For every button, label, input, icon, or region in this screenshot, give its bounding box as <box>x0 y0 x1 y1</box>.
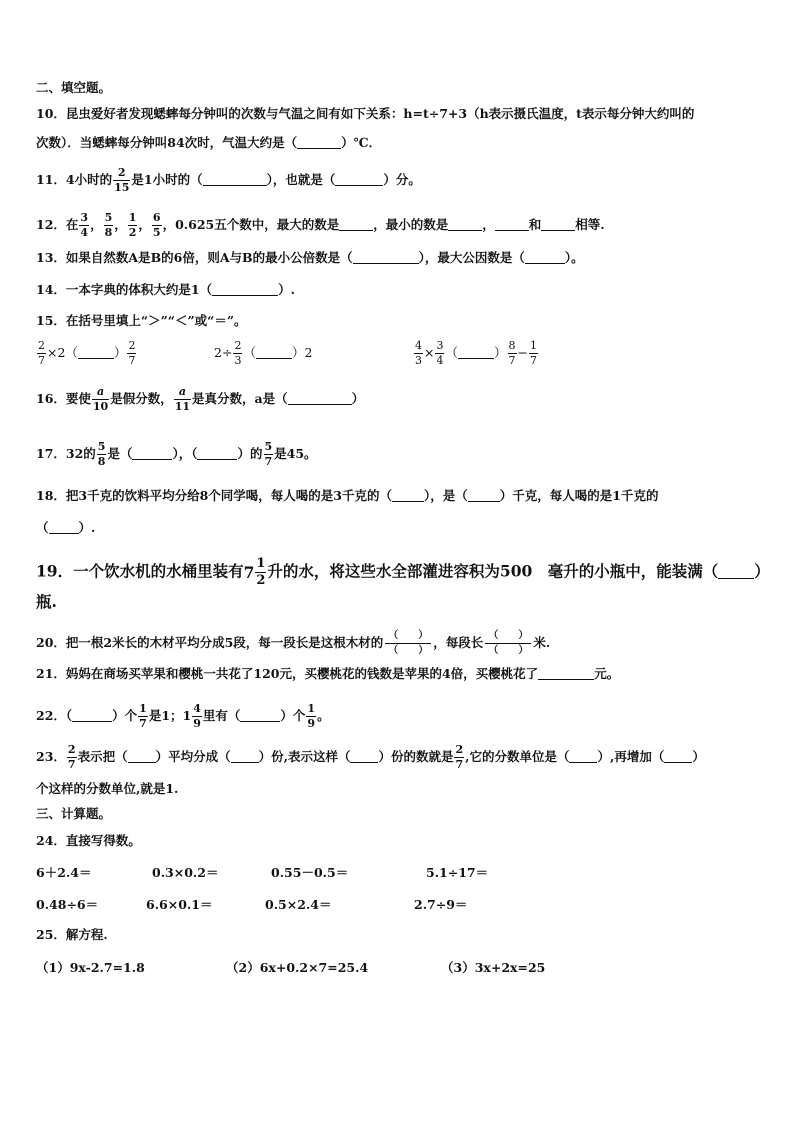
denominator: 7 <box>128 354 136 367</box>
equation-item: （2）6x+0.2×7=25.4 <box>226 960 369 975</box>
question-18-line1 <box>36 488 658 504</box>
question-10-text: 次数）．当蟋蟀每分钟叫84次时，气温大约是（ <box>36 135 298 150</box>
question-21-text: 元。 <box>594 666 620 681</box>
denominator: 3 <box>415 354 422 367</box>
question-19-text: ） <box>754 561 770 581</box>
answer-blank[interactable] <box>132 447 172 460</box>
fraction <box>174 386 191 413</box>
separator: ， <box>114 217 127 232</box>
expr-text: ×2（ <box>47 345 78 360</box>
answer-blank[interactable] <box>212 283 278 296</box>
question-14-text: ）. <box>278 282 295 297</box>
question-23-text: ） <box>692 749 705 764</box>
numerator: 1 <box>530 339 537 352</box>
answer-blank[interactable] <box>256 346 292 359</box>
answer-blank[interactable] <box>288 392 352 405</box>
denominator: 4 <box>80 226 89 239</box>
numerator: 2 <box>117 166 126 179</box>
denominator: 7 <box>139 717 147 730</box>
question-21-text: 21．妈妈在商场买苹果和樱桃一共花了120元，买樱桃花的钱数是苹果的4倍，买樱桃花了 <box>36 666 539 681</box>
answer-blank[interactable] <box>231 750 259 763</box>
numerator: 1 <box>128 211 137 224</box>
whole-part: 7 <box>243 562 255 582</box>
calc-item: 0.55－0.5＝ <box>271 865 349 880</box>
numerator: 6 <box>152 211 161 224</box>
mixed-number <box>244 557 268 588</box>
question-23-text: ）份的数就是 <box>378 749 454 764</box>
denominator: 7 <box>508 354 516 367</box>
expr-text: × <box>424 345 435 360</box>
answer-blank[interactable] <box>541 218 575 231</box>
answer-blank[interactable] <box>72 709 112 722</box>
answer-blank[interactable] <box>78 346 114 359</box>
numerator: a <box>178 385 186 398</box>
expr-text: （ <box>445 345 458 360</box>
numerator: 2 <box>455 743 464 756</box>
numerator: 8 <box>508 339 516 352</box>
answer-blank[interactable] <box>353 251 419 264</box>
denominator: 7 <box>530 354 537 367</box>
question-18-line2 <box>36 520 95 536</box>
equation-item: （3）3x+2x=25 <box>441 960 546 975</box>
answer-blank[interactable] <box>240 709 280 722</box>
answer-blank[interactable] <box>203 173 267 186</box>
fraction <box>529 340 538 367</box>
paren-open: （ <box>488 645 499 656</box>
answer-blank[interactable] <box>335 173 383 186</box>
answer-blank[interactable] <box>392 489 424 502</box>
question-23-text: ）,再增加（ <box>597 749 665 764</box>
numerator: 1 <box>139 702 147 715</box>
blank-denominator[interactable] <box>485 643 531 658</box>
expr-text: ） <box>494 345 507 360</box>
question-19-text: 升的水，将这些水全部灌进容积为500 毫升的小瓶中，能装满（ <box>267 561 719 581</box>
question-14-text: 14．一本字典的体积大约是1（ <box>36 282 213 297</box>
separator: ， <box>138 217 151 232</box>
question-15-title: 15．在括号里填上“＞”“＜”或“＝”。 <box>36 313 247 328</box>
fraction <box>414 340 423 367</box>
calc-item: 5.1÷17＝ <box>426 865 489 880</box>
fraction <box>306 703 316 730</box>
question-23-text: ,它的分数单位是（ <box>465 749 570 764</box>
fraction <box>67 744 77 771</box>
question-20-text: 米. <box>533 635 551 650</box>
denominator: 5 <box>152 226 161 239</box>
calc-item: 6.6×0.1＝ <box>146 897 213 912</box>
fraction <box>435 340 444 367</box>
question-11-text: 是1小时的（ <box>131 172 203 187</box>
numerator: 2 <box>234 339 242 352</box>
question-20-text: 20．把一根2米长的木材平均分成5段，每一段长是这根木材的 <box>36 635 384 650</box>
denominator: 7 <box>67 758 76 771</box>
expr-text: （ <box>243 345 256 360</box>
question-11-text: 11．4小时的 <box>36 172 113 187</box>
question-23-text: ）份,表示这样（ <box>258 749 351 764</box>
blank-denominator[interactable] <box>385 643 431 658</box>
section-2-heading: 二、填空题。 <box>36 80 112 95</box>
question-17-text: ），（ <box>172 446 198 461</box>
question-11-text: ）分。 <box>383 172 421 187</box>
answer-blank[interactable] <box>495 218 529 231</box>
compare-expr-2 <box>214 340 312 367</box>
denominator: 9 <box>193 717 201 730</box>
blank-numerator[interactable] <box>485 629 531 643</box>
question-24-title: 24．直接写得数。 <box>36 833 141 848</box>
question-23-text: 表示把（ <box>77 749 128 764</box>
question-21 <box>36 666 619 682</box>
fraction <box>192 703 202 730</box>
paren-close: ） <box>418 645 429 656</box>
question-12-text: 12．在 <box>36 217 79 232</box>
numerator: 4 <box>193 702 201 715</box>
question-16-text: 是假分数， <box>110 391 173 406</box>
fraction <box>454 744 464 771</box>
fraction <box>152 212 162 239</box>
question-20-text: ，每段长 <box>433 635 484 650</box>
question-22-text: ）个 <box>280 708 306 723</box>
question-11 <box>36 167 421 194</box>
question-18-text: ）. <box>78 520 96 535</box>
question-13-text: ），最大公因数是（ <box>418 250 525 265</box>
question-22-text: ）个 <box>112 708 138 723</box>
question-10-line2 <box>36 135 381 151</box>
question-22-text: 里有（ <box>202 708 241 723</box>
answer-blank[interactable] <box>718 566 754 579</box>
denominator: 10 <box>92 400 109 413</box>
question-12-text: 相等. <box>575 217 605 232</box>
question-17-text: 17．32的 <box>36 446 96 461</box>
answer-blank[interactable] <box>49 521 79 534</box>
calc-item: 2.7÷9＝ <box>414 897 468 912</box>
question-16 <box>36 386 364 413</box>
answer-blank[interactable] <box>664 750 692 763</box>
question-11-text: ），也就是（ <box>266 172 336 187</box>
separator: ， <box>90 217 103 232</box>
question-17 <box>36 441 317 468</box>
fraction <box>97 441 107 468</box>
question-12-text: ，0.625五个数中，最大的数是 <box>162 217 340 232</box>
question-12 <box>36 212 605 239</box>
numerator: 3 <box>436 339 444 352</box>
equation-item: （1）9x-2.7=1.8 <box>36 960 145 975</box>
minus-sign: − <box>517 345 528 360</box>
calc-item: 0.48÷6＝ <box>36 897 99 912</box>
denominator: 7 <box>264 455 273 468</box>
numerator: 4 <box>415 339 422 352</box>
fraction <box>79 212 89 239</box>
numerator: 2 <box>38 339 45 352</box>
numerator: 5 <box>104 211 113 224</box>
fraction <box>264 441 274 468</box>
question-16-text: 是真分数，a是（ <box>192 391 288 406</box>
denominator: 7 <box>455 758 464 771</box>
expr-text: ）2 <box>291 345 313 360</box>
question-23-line2: 个这样的分数单位,就是1. <box>36 781 179 796</box>
numerator: 5 <box>264 440 273 453</box>
blank-numerator[interactable] <box>385 629 431 643</box>
question-19-line2: 瓶. <box>36 592 57 611</box>
denominator: 11 <box>174 400 191 413</box>
answer-blank[interactable] <box>468 489 500 502</box>
paren-open: （ <box>388 645 399 656</box>
question-12-text: 和 <box>528 217 542 232</box>
blank-fraction[interactable] <box>385 629 431 658</box>
numerator: a <box>96 385 105 398</box>
fraction <box>128 212 138 239</box>
question-23-line1 <box>36 744 705 771</box>
question-18-text: 18．把3千克的饮料平均分给8个同学喝，每人喝的是3千克的（ <box>36 488 392 503</box>
answer-blank[interactable] <box>128 750 156 763</box>
denominator: 9 <box>307 717 316 730</box>
question-20 <box>36 629 550 658</box>
question-18-text: ），是（ <box>424 488 468 503</box>
question-13-text: 13．如果自然数A是B的6倍，则A与B的最小公倍数是（ <box>36 250 353 265</box>
denominator: 3 <box>234 354 242 367</box>
answer-blank[interactable] <box>339 218 373 231</box>
question-10-unit: ）℃． <box>341 135 382 150</box>
question-17-text: ）的 <box>237 446 263 461</box>
question-12-text: ，最小的数是 <box>373 217 449 232</box>
answer-blank[interactable] <box>538 667 594 680</box>
fraction <box>113 167 130 194</box>
fraction <box>508 340 517 367</box>
fraction <box>104 212 114 239</box>
question-12-text: ， <box>482 217 495 232</box>
question-18-text: （ <box>36 520 49 535</box>
numerator: 1 <box>256 556 266 571</box>
fraction <box>127 340 136 367</box>
question-17-text: 是（ <box>107 446 133 461</box>
answer-blank[interactable] <box>297 136 341 149</box>
answer-blank[interactable] <box>448 218 482 231</box>
question-22-text: 22．（ <box>36 708 73 723</box>
denominator: 15 <box>114 181 130 194</box>
question-14 <box>36 282 295 298</box>
fraction <box>233 340 242 367</box>
expr-text: ） <box>113 345 127 360</box>
expr-text: 2÷ <box>214 345 233 360</box>
numerator: 2 <box>128 339 136 352</box>
denominator: 8 <box>97 455 106 468</box>
question-16-text: ） <box>351 391 365 406</box>
denominator: 8 <box>104 226 113 239</box>
numerator: 3 <box>80 211 89 224</box>
answer-blank[interactable] <box>525 251 565 264</box>
calc-item: 6＋2.4＝ <box>36 865 92 880</box>
paren-open: （ <box>488 630 499 641</box>
question-22-text: 。 <box>317 708 330 723</box>
fraction <box>92 386 109 413</box>
paren-close: ） <box>518 645 529 656</box>
question-13 <box>36 250 584 266</box>
paren-close: ） <box>418 630 429 641</box>
question-19-line1 <box>36 557 770 588</box>
fraction <box>37 340 46 367</box>
denominator: 2 <box>256 573 266 588</box>
question-17-text: 是45。 <box>274 446 317 461</box>
question-16-text: 16．要使 <box>36 391 91 406</box>
paren-close: ） <box>518 630 529 641</box>
numerator: 2 <box>67 743 76 756</box>
question-10-line1: 10．昆虫爱好者发现蟋蟀每分钟叫的次数与气温之间有如下关系：h=t÷7+3（h表示摄氏温度，t表示每分钟大约叫的 <box>36 106 695 121</box>
question-18-text: ）千克，每人喝的是1千克的 <box>499 488 659 503</box>
denominator: 7 <box>38 354 45 367</box>
question-13-text: ）。 <box>564 250 584 265</box>
question-23-text: 23． <box>36 749 66 764</box>
numerator: 5 <box>97 440 106 453</box>
section-3-heading: 三、计算题。 <box>36 806 112 821</box>
question-19-text: 19．一个饮水机的水桶里装有 <box>36 561 244 581</box>
compare-expr-1 <box>36 340 137 367</box>
answer-blank[interactable] <box>569 750 597 763</box>
calc-item: 0.3×0.2＝ <box>152 865 219 880</box>
answer-blank[interactable] <box>197 447 237 460</box>
calc-item: 0.5×2.4＝ <box>265 897 332 912</box>
question-22-text: 是1；1 <box>148 708 192 723</box>
question-23-text: ）平均分成（ <box>155 749 231 764</box>
compare-expr-3 <box>413 340 539 367</box>
fraction <box>138 703 148 730</box>
denominator: 4 <box>436 354 444 367</box>
denominator: 2 <box>128 226 137 239</box>
answer-blank[interactable] <box>458 346 494 359</box>
question-22 <box>36 703 330 730</box>
paren-open: （ <box>388 630 399 641</box>
question-25-title: 25．解方程. <box>36 927 108 942</box>
fraction <box>255 557 266 588</box>
blank-fraction[interactable] <box>485 629 531 658</box>
answer-blank[interactable] <box>350 750 378 763</box>
numerator: 1 <box>307 702 316 715</box>
